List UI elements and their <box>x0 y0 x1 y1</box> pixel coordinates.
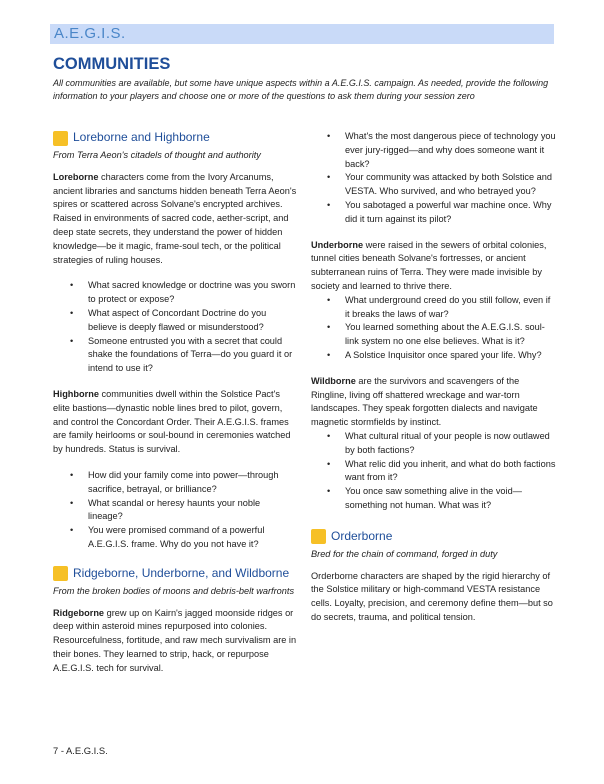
section-subtitle: From the broken bodies of moons and debris-belt warfronts <box>53 585 295 596</box>
list-item: • Your community was attacked by both Solstice and VESTA. Who survived, and who betrayed you? <box>311 171 556 199</box>
section-subtitle: Bred for the chain of command, forged in duty <box>311 548 498 559</box>
loreborne-paragraph <box>53 171 297 268</box>
section-heading-text: Orderborne <box>331 528 393 543</box>
paragraph-text: are the survivors and scavengers of the Ringline, living off shattered wreckage and war-torn landscapes. They speak forgotten dialects and navigate magnetic stormfields by instinct. <box>311 375 538 428</box>
intro-paragraph: All communities are available, but some have unique aspects within a A.E.G.I.S. campaign. As needed, provide the following information to your players and choose one or more of the questions to ask them during your session zero <box>53 78 549 101</box>
ridgeborne-questions <box>311 130 556 227</box>
list-item: • What underground creed do you still follow, even if it breaks the laws of war? <box>311 294 556 322</box>
header-banner-text: A.E.G.I.S. <box>54 25 126 42</box>
underborne-questions <box>311 294 556 363</box>
right-column <box>311 130 556 637</box>
term-ridgeborne: Ridgeborne <box>53 607 105 618</box>
paragraph-text: characters come from the Ivory Arcanums, ancient libraries and sanctums hidden beneath Terra Aeon's spires or scattered across Solvane's encrypted archives. Raised in environments of sacred code, aether-script, and deep state secrets, they understand the power of hidden knowledge—be it magic, frame-soul tech, or the political strategies of ruling houses. <box>53 171 297 265</box>
section-heading-orderborne <box>311 527 556 547</box>
list-item: • How did your family come into power—through sacrifice, betrayal, or brilliance? <box>53 469 297 497</box>
left-column <box>53 128 297 688</box>
list-item: • What sacred knowledge or doctrine was you sworn to protect or expose? <box>53 279 297 307</box>
yellow-square-icon <box>53 131 68 146</box>
wildborne-paragraph <box>311 375 556 430</box>
section-heading-text: Loreborne and Highborne <box>73 130 210 145</box>
list-item: • What scandal or heresy haunts your noble lineage? <box>53 497 297 525</box>
page-footer: 7 - A.E.G.I.S. <box>53 745 108 756</box>
list-item: • Someone entrusted you with a secret that could shake the foundations of Terra—do you guard it or intend to use it? <box>53 335 297 376</box>
underborne-paragraph <box>311 239 556 294</box>
term-underborne: Underborne <box>311 239 364 250</box>
section-heading-text: Ridgeborne, Underborne, and Wildborne <box>73 565 290 580</box>
header-banner <box>50 24 554 44</box>
term-highborne: Highborne <box>53 388 99 399</box>
paragraph-text: grew up on Kairn's jagged moonside ridges or deep within asteroid mines repurposed into colonies. Resourcefulness, fortitude, and raw mech survivalism are in their bones. They learned to strip, hack, or repurpose A.E.G.I.S. tech for survival. <box>53 607 297 673</box>
list-item: • You sabotaged a powerful war machine once. Why did it turn against its pilot? <box>311 199 556 227</box>
list-item: • What cultural ritual of your people is now outlawed by both factions? <box>311 430 556 458</box>
paragraph-text: communities dwell within the Solstice Pact's elite bastions—dynastic noble lines bred to pilot, govern, and control the Concordant Order. Their A.E.G.I.S. frames are family heirlooms or soul-bound in ceremonies watched by hundreds. Status is survival. <box>53 388 291 455</box>
paragraph-text: were raised in the sewers of orbital colonies, tunnel cities beneath Solvane's fortresses, or ancient subterranean ruins of Terra. They were made invisible by society and learned to thrive there. <box>311 239 547 291</box>
orderborne-paragraph: Orderborne characters are shaped by the rigid hierarchy of the Solstice military or high-command VESTA resistance cells. Loyalty, precision, and ceremony define them—but so do secrets, trauma, and political tension. <box>311 570 553 622</box>
list-item: • What's the most dangerous piece of technology you ever jury-rigged—and why does someone want it back? <box>311 130 556 171</box>
section-subtitle: From Terra Aeon's citadels of thought and authority <box>53 150 261 160</box>
highborne-paragraph <box>53 388 297 457</box>
loreborne-questions <box>53 279 297 376</box>
yellow-square-icon <box>53 566 68 581</box>
list-item: • You learned something about the A.E.G.I.S. soul-link system no one else believes. What is it? <box>311 321 556 349</box>
list-item: • You were promised command of a powerful A.E.G.I.S. frame. Why do you not have it? <box>53 524 297 552</box>
wildborne-questions <box>311 430 556 513</box>
highborne-questions <box>53 469 297 552</box>
list-item: • You once saw something alive in the void—something not human. What was it? <box>311 485 556 513</box>
list-item: • What relic did you inherit, and what do both factions want from it? <box>311 458 556 486</box>
section-heading-ridgeborne <box>53 564 297 584</box>
ridgeborne-paragraph <box>53 607 297 676</box>
page-title: COMMUNITIES <box>53 55 171 73</box>
section-heading-loreborne <box>53 128 297 148</box>
list-item: • A Solstice Inquisitor once spared your life. Why? <box>311 349 556 363</box>
term-loreborne: Loreborne <box>53 171 99 182</box>
term-wildborne: Wildborne <box>311 375 356 386</box>
list-item: • What aspect of Concordant Doctrine do you believe is deeply flawed or misunderstood? <box>53 307 297 335</box>
yellow-square-icon <box>311 529 326 544</box>
